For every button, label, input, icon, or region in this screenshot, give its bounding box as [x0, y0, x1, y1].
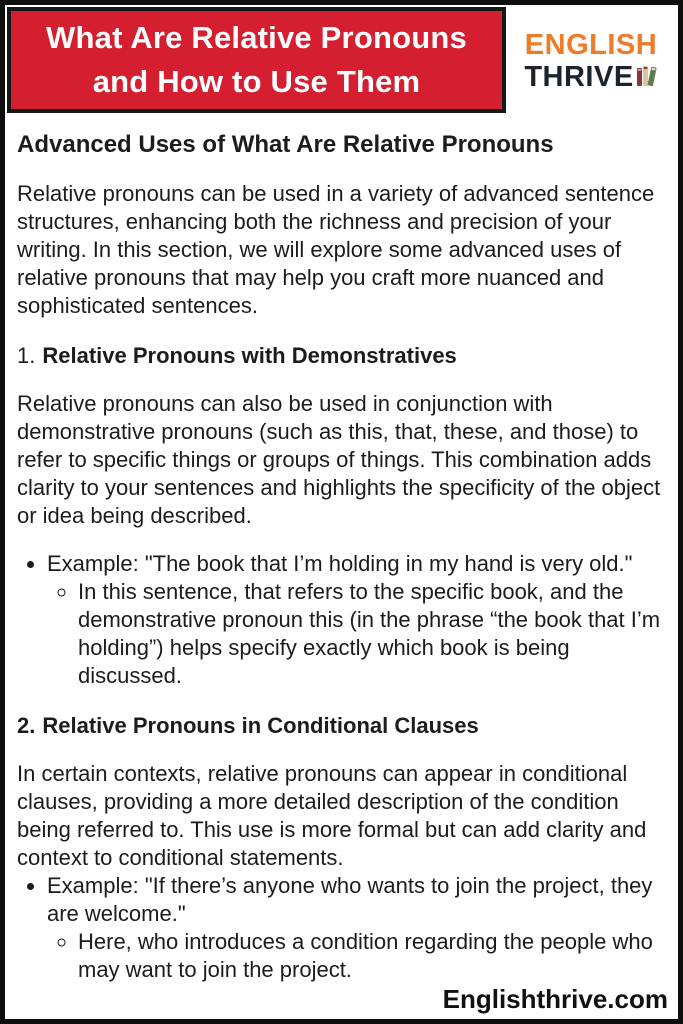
banner-title-line2: and How to Use Them [92, 64, 421, 99]
section-1-number: 1. [17, 343, 36, 368]
section-2-title: Relative Pronouns in Conditional Clauses [42, 713, 479, 738]
example-text: Example: "The book that I’m holding in my hand is very old." [47, 551, 633, 576]
example-note-item: ◦ Here, who introduces a condition regarding the people who may want to join the project. [78, 928, 666, 984]
footer-site-name: Englishthrive.com [442, 984, 668, 1014]
section-1 [17, 342, 666, 690]
example-item [47, 872, 666, 984]
brand-logo [506, 7, 676, 113]
section-1-title: Relative Pronouns with Demonstratives [42, 343, 457, 368]
section-1-paragraph: Relative pronouns can also be used in conjunction with demonstrative pronouns (such as this, that, these, and those) to refer to specific things or groups of things. This combination adds clarity to your sentences and highlights the specificity of the object or idea being described. [17, 391, 661, 528]
header [7, 7, 676, 113]
article-content [5, 129, 678, 984]
section-1-heading [17, 342, 666, 370]
title-banner [7, 7, 506, 113]
intro-paragraph: Relative pronouns can be used in a variety of advanced sentence structures, enhancing both the richness and precision of your writing. In this section, we will explore some advanced uses of relative pronouns that may help you craft more nuanced and sophisticated sentences. [17, 181, 655, 318]
section-2-example-list [17, 872, 666, 984]
example-item [47, 550, 666, 690]
section-2-paragraph: In certain contexts, relative pronouns can appear in conditional clauses, providing a more detailed description of the condition being referred to. This use is more formal but can add clarity and context to conditional statements. [17, 761, 647, 870]
logo-english-text: ENGLISH [524, 29, 658, 61]
banner-title-line1: What Are Relative Pronouns [46, 20, 467, 55]
logo-thrive-text: THRIVE [524, 61, 634, 93]
example-text: Example: "If there’s anyone who wants to join the project, they are welcome." [47, 873, 653, 926]
section-2-number: 2. [17, 713, 36, 738]
section-2 [17, 712, 666, 984]
section-1-example-list [17, 550, 666, 690]
example-note-item: ◦ In this sentence, that refers to the specific book, and the demonstrative pronoun this (in the phrase “the book that I’m holding”) helps specify exactly which book is being discussed. [78, 578, 666, 690]
section-2-heading [17, 712, 666, 740]
books-icon [636, 62, 658, 93]
article-heading: Advanced Uses of What Are Relative Pronouns [17, 131, 554, 158]
